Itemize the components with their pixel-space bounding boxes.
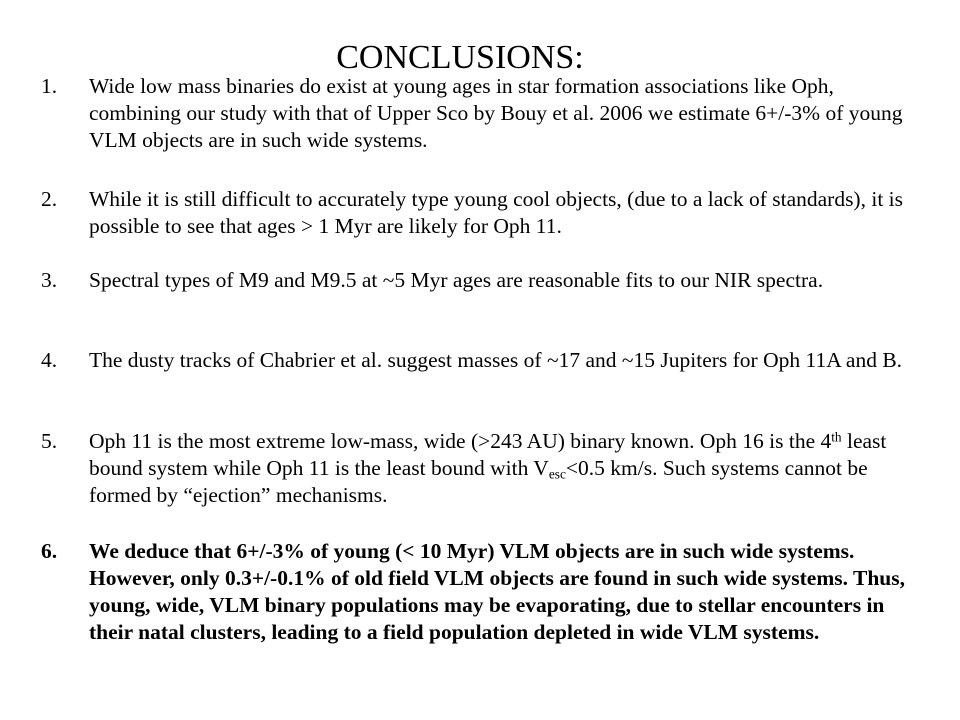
slide-title: CONCLUSIONS: [336, 39, 584, 76]
item-number: 6. [41, 539, 58, 563]
item-text [89, 428, 921, 509]
item-text: The dusty tracks of Chabrier et al. suggest masses of ~17 and ~15 Jupiters for Oph 11A and B. [89, 348, 903, 372]
item-number: 3. [41, 268, 58, 292]
conclusion-item-3 [41, 267, 921, 294]
conclusion-item-4 [41, 347, 921, 374]
item-number: 5. [41, 429, 58, 453]
item-number: 1. [41, 74, 58, 98]
conclusion-item-1 [41, 73, 921, 154]
superscript-th: th [831, 429, 842, 445]
item-text: Wide low mass binaries do exist at young ages in star formation associations like Oph, combining our study with that of Upper Sco by Bouy et al. 2006 we estimate 6+/-3% of young VLM objects are in such wide systems. [89, 74, 903, 152]
conclusion-item-2 [41, 186, 921, 240]
item-number: 2. [41, 187, 58, 211]
item-number: 4. [41, 348, 58, 372]
item-text: While it is still difficult to accurately type young cool objects, (due to a lack of standards), it is possible to see that ages > 1 Myr are likely for Oph 11. [89, 187, 904, 238]
subscript-esc: esc [548, 466, 566, 482]
item-text: Spectral types of M9 and M9.5 at ~5 Myr ages are reasonable fits to our NIR spectra. [89, 268, 824, 292]
conclusion-item-5 [41, 428, 921, 509]
item-text: We deduce that 6+/-3% of young (< 10 Myr) VLM objects are in such wide systems. However, only 0.3+/-0.1% of old field VLM objects are found in such wide systems. Thus, young, wide, VLM binary populations may be evaporating, due to stellar encounters in their natal clusters, leading to a field population depleted in wide VLM systems. [89, 539, 905, 644]
item-text-part: Oph 11 is the most extreme low-mass, wide (>243 AU) binary known. Oph 16 is the 4 [89, 429, 832, 453]
item-text-part: least bound system while Oph 11 is the least bound with V [89, 429, 887, 480]
conclusion-item-6 [41, 538, 921, 646]
item-text-part: <0.5 km/s. Such systems cannot be formed by “ejection” mechanisms. [89, 456, 868, 507]
